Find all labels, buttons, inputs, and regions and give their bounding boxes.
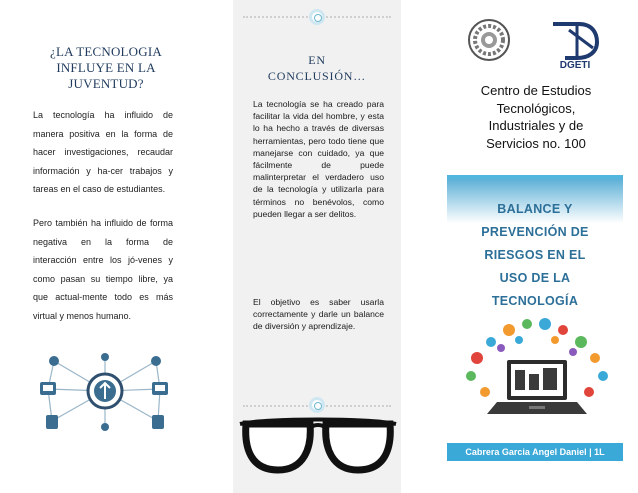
conclusion-paragraph-1: La tecnología se ha creado para facilitar la vida del hombre, y esta lo ha hecho a través de diversas herramientas, pero todo tiene que manejarse con cuidado, ya que fácilmente de puede malinterpretar el verdadero uso de la tecnología y utilizarla para términos no benévolos, como pueden llegar a ser delitos.: [253, 99, 384, 219]
conclusion-title: [233, 52, 401, 84]
author-footer: Cabrera Garcia Angel Daniel | 1L: [447, 443, 623, 461]
school-name-line: Centro de Estudios: [480, 83, 592, 98]
right-panel: [447, 0, 623, 493]
conclusion-title-line: EN: [308, 53, 326, 67]
conclusion-title-line: CONCLUSIÓN…: [267, 69, 367, 83]
brochure-title-line: BALANCE Y: [497, 202, 573, 216]
school-seal-icon: [467, 18, 511, 62]
brochure-title-line: RIESGOS EN EL: [484, 248, 586, 262]
brochure-title: [453, 198, 617, 313]
laptop-technology-illustration: [457, 318, 617, 436]
left-paragraph-positive: La tecnología ha influido de manera positiva en la forma de hacer investigaciones, recaudar información y ha-cer trabajos y tareas en el caso de estudiantes.: [33, 110, 173, 194]
brochure-title-line: USO DE LA: [499, 271, 571, 285]
left-panel-title: [18, 44, 194, 92]
school-name-line: Tecnológicos,: [496, 100, 576, 116]
left-title-line: JUVENTUD?: [68, 76, 144, 91]
left-panel: [0, 0, 213, 493]
left-paragraph-negative: Pero también ha influido de forma negativa en la forma de interacción entre los jó-venes y como pasan su tiempo libre, ya que actual-mente todo es más virtual y menos humano.: [33, 218, 173, 321]
title-box-top-bar: [447, 175, 623, 179]
network-illustration: [32, 349, 178, 433]
glasses-illustration: [236, 414, 400, 482]
school-name-line: Industriales y de: [488, 118, 584, 133]
logo-area: [447, 10, 623, 74]
school-name-line: Servicios no. 100: [486, 135, 586, 151]
svg-text:DGETI: DGETI: [559, 60, 591, 70]
dgeti-logo: [547, 18, 609, 70]
left-title-line: ¿LA TECNOLOGIA: [50, 44, 162, 59]
conclusion-paragraph-2: El objetivo es saber usarla correctamente y darle un balance de diversión y aprendizaje.: [253, 297, 384, 332]
left-title-line: INFLUYE EN LA: [56, 60, 156, 75]
brochure-title-line: PREVENCIÓN DE: [481, 225, 589, 239]
school-name: [461, 82, 611, 152]
bottom-circle-ornament: [309, 397, 325, 413]
brochure-title-line: TECNOLOGÍA: [491, 294, 579, 308]
top-circle-ornament: [309, 9, 325, 25]
